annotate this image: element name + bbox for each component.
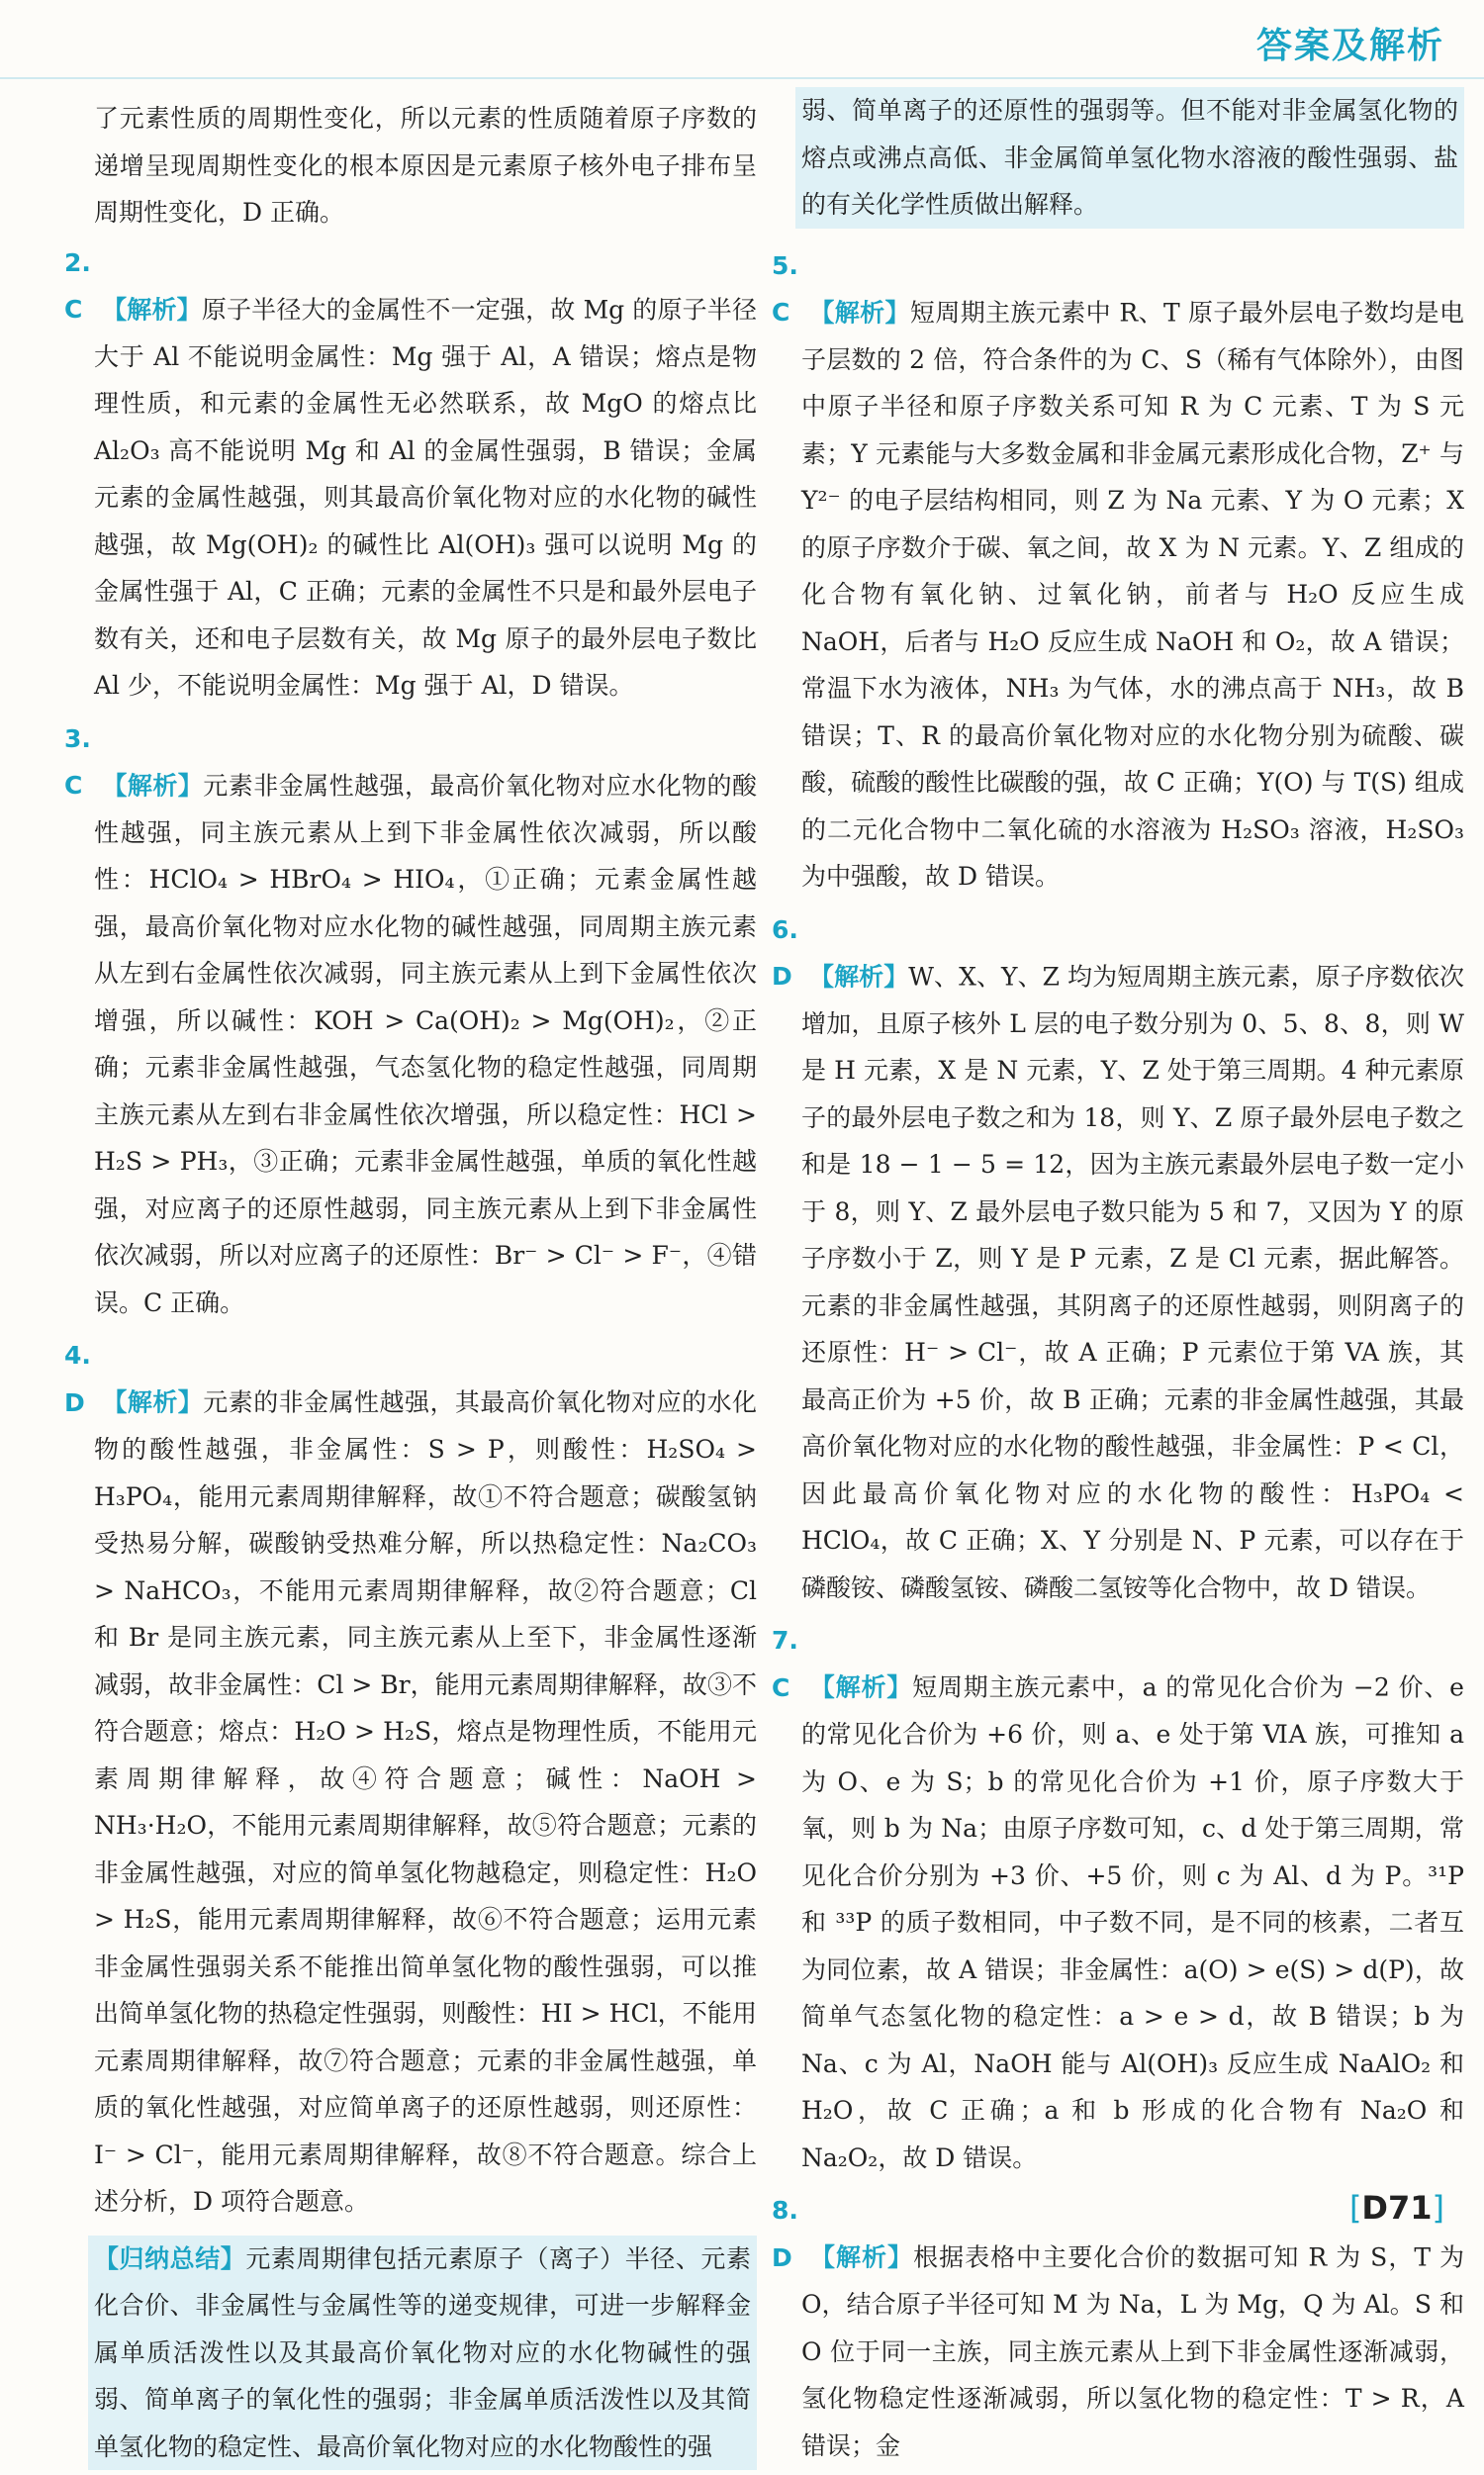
analysis-tag: 【解析】 — [809, 2242, 914, 2272]
answer-text: 原子半径大的金属性不一定强，故 Mg 的原子半径大于 Al 不能说明金属性：Mg 强于 Al，A 错误；熔点是物理性质，和元素的金属性无必然联系，故 MgO 的熔点比 Al₂O₃ 高不能说明 Mg 和 Al 的金属性强弱，B 错误；金属元素的金属性越强，则其最高价氧化物对应的水化物的碱性越强，故 Mg(OH)₂ 的碱性比 Al(OH)₃ 强可以说明 Mg 的金属性强于 Al，C 正确；元素的金属性不只是和最外层电子数有关，还和电子层数有关，故 Mg 原子的最外层电子数比 Al 少，不能说明金属性：Mg 强于 Al，D 错误。 — [94, 295, 757, 700]
answer-item-5 — [772, 242, 1464, 901]
continued-paragraph: 了元素性质的周期性变化，所以元素的性质随着原子序数的递增呈现周期性变化的根本原因是元素原子核外电子排布呈周期性变化，D 正确。 — [94, 104, 757, 227]
bracket-right-icon: ] — [1432, 2189, 1444, 2227]
analysis-tag: 【解析】 — [809, 962, 909, 991]
header-divider — [0, 77, 1484, 79]
answer-item-6 — [772, 906, 1464, 1612]
analysis-tag: 【解析】 — [102, 1387, 204, 1417]
answer-text: 根据表格中主要化合价的数据可知 R 为 S，T 为 O，结合原子半径可知 M 为 Na，L 为 Mg，Q 为 Al。S 和 O 位于同一主族，同主族元素从上到下非金属性逐渐减弱，氢化物稳定性逐渐减弱，所以氢化物的稳定性：T > R，A 错误；金 — [801, 2242, 1464, 2460]
section-title: 答案及解析 — [1255, 26, 1444, 66]
summary-box — [88, 2236, 757, 2471]
answer-number: 5. C — [772, 250, 798, 327]
answer-item-7 — [772, 1617, 1464, 2181]
answer-item-8 — [772, 2187, 1464, 2469]
analysis-tag: 【解析】 — [102, 771, 204, 800]
analysis-tag: 【解析】 — [809, 1672, 913, 1702]
summary-text: 元素周期律包括元素原子（离子）半径、元素化合价、非金属性与金属性等的递变规律，可进一步解释金属单质活泼性以及其最高价氧化物对应的水化物碱性的强弱、简单离子的氧化性的强弱；非金属单质活泼性以及其简单氢化物的稳定性、最高价氧化物对应的水化物酸性的强 — [94, 2243, 751, 2461]
answer-text: 短周期主族元素中，a 的常见化合价为 −2 价、e 的常见化合价为 +6 价，则 a、e 处于第 ⅥA 族，可推知 a 为 O、e 为 S；b 的常见化合价为 +1 价，原子序数大于氧，则 b 为 Na；由原子序数可知，c、d 处于第三周期，常见化合价分别为 +3 价、+5 价，则 c 为 Al、d 为 P。³¹P 和 ³³P 的质子数相同，中子数不同，是不同的核素，二者互为同位素，故 A 错误；非金属性：a(O) > e(S) > d(P)，故简单气态氢化物的稳定性：a > e > d，故 B 错误；b 为 Na、c 为 Al，NaOH 能与 Al(OH)₃ 反应生成 NaAlO₂ 和 H₂O，故 C 正确；a 和 b 形成的化合物有 Na₂O 和 Na₂O₂，故 D 错误。 — [801, 1672, 1464, 2172]
summary-box-continued — [795, 87, 1464, 229]
answer-number: 6. D — [772, 914, 798, 991]
answer-number: 2. C — [64, 247, 91, 324]
answer-item-3 — [64, 715, 757, 1327]
answer-number: 3. C — [64, 723, 91, 800]
bracket-left-icon: [ — [1348, 2189, 1362, 2227]
summary-tag: 【归纳总结】 — [94, 2243, 246, 2273]
answer-item-4 — [64, 1332, 757, 2226]
analysis-tag: 【解析】 — [809, 298, 910, 327]
analysis-tag: 【解析】 — [102, 295, 202, 324]
left-column — [64, 95, 757, 2470]
answer-text: 短周期主族元素中 R、T 原子最外层电子数均是电子层数的 2 倍，符合条件的为 C、S（稀有气体除外），由图中原子半径和原子序数关系可知 R 为 C 元素、T 为 S 元素；Y 元素能与大多数金属和非金属元素形成化合物，Z⁺ 与 Y²⁻ 的电子层结构相同，则 Z 为 Na 元素、Y 为 O 元素；X 的原子序数介于碳、氧之间，故 X 为 N 元素。Y、Z 组成的化合物有氧化钠、过氧化钠，前者与 H₂O 反应生成 NaOH，后者与 H₂O 反应生成 NaOH 和 O₂，故 A 错误；常温下水为液体，NH₃ 为气体，水的沸点高于 NH₃，故 B 错误；T、R 的最高价氧化物对应的水化物分别为硫酸、碳酸，硫酸的酸性比碳酸的强，故 C 正确；Y(O) 与 T(S) 组成的二元化合物中二氧化硫的水溶液为 H₂SO₃ 溶液，H₂SO₃ 为中强酸，故 D 错误。 — [801, 298, 1464, 891]
answer-number: 7. C — [772, 1626, 798, 1702]
answer-number: 4. D — [64, 1341, 91, 1417]
summary-text-continued: 弱、简单离子的还原性的强弱等。但不能对非金属氢化物的熔点或沸点高低、非金属简单氢化物水溶液的酸性强弱、盐的有关化学性质做出解释。 — [801, 96, 1458, 219]
page-number-text: D71 — [1361, 2189, 1433, 2227]
answer-text: 元素非金属性越强，最高价氧化物对应水化物的酸性越强，同主族元素从上到下非金属性依次减弱，所以酸性：HClO₄ > HBrO₄ > HIO₄，①正确；元素金属性越强，最高价氧化物对应水化物的碱性越强，同周期主族元素从左到右金属性依次减弱，同主族元素从上到下金属性依次增强，所以碱性：KOH > Ca(OH)₂ > Mg(OH)₂，②正确；元素非金属性越强，气态氢化物的稳定性越强，同周期主族元素从左到右非金属性依次增强，所以稳定性：HCl > H₂S > PH₃，③正确；元素非金属性越强，单质的氧化性越强，对应离子的还原性越弱，同主族元素从上到下非金属性依次减弱，所以对应离子的还原性：Br⁻ > Cl⁻ > F⁻，④错误。C 正确。 — [94, 771, 757, 1317]
answer-number: 8. D — [772, 2196, 798, 2272]
answer-item-2 — [64, 239, 757, 710]
answer-text: 元素的非金属性越强，其最高价氧化物对应的水化物的酸性越强，非金属性：S > P，则酸性：H₂SO₄ > H₃PO₄，能用元素周期律解释，故①不符合题意；碳酸氢钠受热易分解，碳酸钠受热难分解，所以热稳定性：Na₂CO₃ > NaHCO₃，不能用元素周期律解释，故②符合题意；Cl 和 Br 是同主族元素，同主族元素从上至下，非金属性逐渐减弱，故非金属性：Cl > Br，能用元素周期律解释，故③不符合题意；熔点：H₂O > H₂S，熔点是物理性质，不能用元素周期律解释，故④符合题意；碱性：NaOH > NH₃·H₂O，不能用元素周期律解释，故⑤符合题意；元素的非金属性越强，对应的简单氢化物越稳定，则稳定性：H₂O > H₂S，能用元素周期律解释，故⑥不符合题意；运用元素非金属性强弱关系不能推出简单氢化物的酸性强弱，可以推出简单氢化物的热稳定性强弱，则酸性：HI > HCl，不能用元素周期律解释，故⑦符合题意；元素的非金属性越强，单质的氧化性越强，对应简单离子的还原性越弱，则还原性：I⁻ > Cl⁻，能用元素周期律解释，故⑧不符合题意。综合上述分析，D 项符合题意。 — [94, 1387, 757, 2216]
right-column — [772, 95, 1464, 2475]
page-number — [1349, 2189, 1444, 2227]
answer-text: W、X、Y、Z 均为短周期主族元素，原子序数依次增加，且原子核外 L 层的电子数分别为 0、5、8、8，则 W 是 H 元素，X 是 N 元素，Y、Z 处于第三周期。4 种元素原子的最外层电子数之和为 18，则 Y、Z 原子最外层电子数之和是 18 − 1 − 5 = 12，因为主族元素最外层电子数一定小于 8，则 Y、Z 最外层电子数只能为 5 和 7，又因为 Y 的原子序数小于 Z，则 Y 是 P 元素，Z 是 Cl 元素，据此解答。元素的非金属性越强，其阴离子的还原性越弱，则阴离子的还原性：H⁻ > Cl⁻，故 A 正确；P 元素位于第 VA 族，其最高正价为 +5 价，故 B 正确；元素的非金属性越强，其最高价氧化物对应的水化物的酸性越强，非金属性：P < Cl，因此最高价氧化物对应的水化物的酸性：H₃PO₄ < HClO₄，故 C 正确；X、Y 分别是 N、P 元素，可以存在于磷酸铵、磷酸氢铵、磷酸二氢铵等化合物中，故 D 错误。 — [801, 962, 1464, 1602]
